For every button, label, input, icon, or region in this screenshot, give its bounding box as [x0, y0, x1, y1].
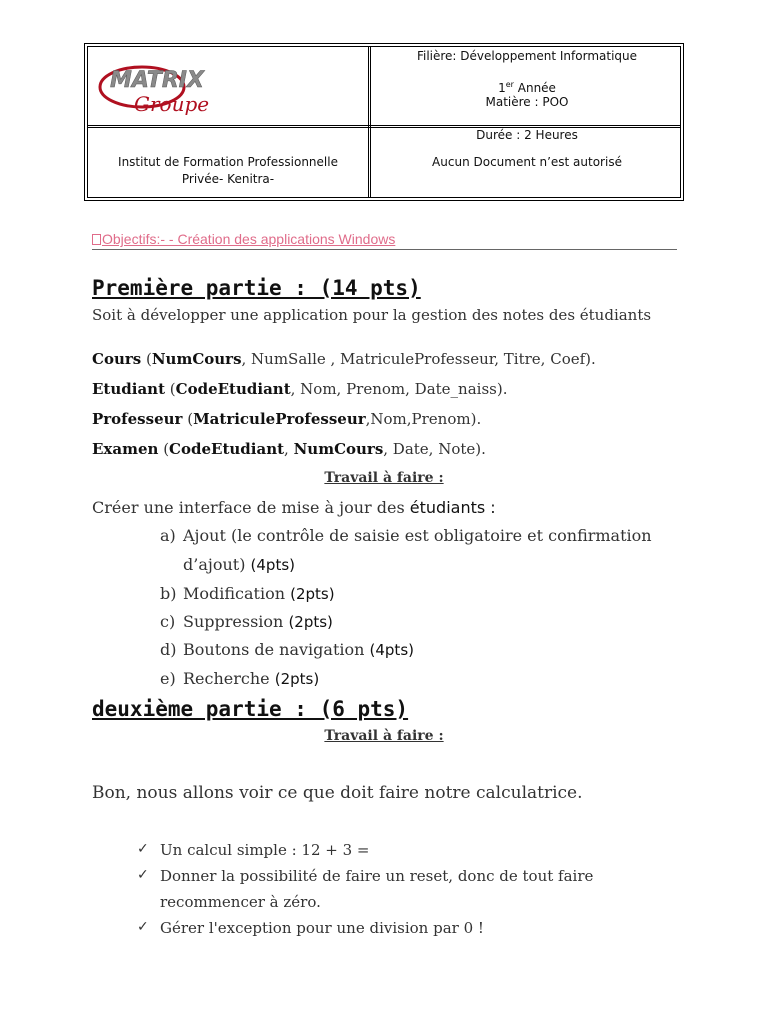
annee-text: 1er Année [498, 80, 556, 95]
part1-intro: Soit à développer une application pour la gestion des notes des étudiants [92, 306, 652, 324]
institut-line-2: Privée- Kenitra- [181, 172, 275, 186]
duree-text: Durée : 2 Heures [476, 128, 578, 142]
institut-line-1: Institut de Formation Professionnelle [118, 155, 338, 169]
checkmark-icon: ✓ [137, 919, 149, 935]
table-cours: Cours (NumCours, NumSalle , MatriculeProfesseur, Titre, Coef). [92, 350, 596, 368]
filiere-text: Filière: Développement Informatique [416, 49, 638, 63]
svg-text:MATRIX: MATRIX [110, 68, 204, 93]
header-table [84, 43, 684, 201]
part2-travail-heading: Travail à faire : [324, 728, 444, 744]
part2-intro: Bon, nous allons voir ce que doit faire notre calculatrice. [92, 783, 583, 803]
part1-title: Première partie : (14 pts) [92, 276, 421, 300]
part2-title: deuxième partie : (6 pts) [92, 697, 409, 721]
checkmark-icon: ✓ [137, 841, 149, 857]
matrix-groupe-logo-icon [96, 57, 210, 117]
matiere-text: Matière : POO [485, 95, 569, 109]
part1-task-intro: Créer une interface de mise à jour des étudiants : [92, 498, 496, 517]
table-etudiant: Etudiant (CodeEtudiant, Nom, Prenom, Date_naiss). [92, 380, 508, 398]
checkmark-icon: ✓ [137, 867, 149, 883]
header-divider-vertical [368, 47, 371, 197]
objectifs-line: Objectifs:- - Création des applications Windows [92, 231, 677, 250]
svg-text:Groupe: Groupe [134, 92, 210, 116]
missing-glyph-icon [92, 234, 101, 245]
part1-travail-heading: Travail à faire : [324, 470, 444, 486]
table-examen: Examen (CodeEtudiant, NumCours, Date, Note). [92, 440, 486, 458]
table-professeur: Professeur (MatriculeProfesseur,Nom,Prenom). [92, 410, 482, 428]
document-text: Aucun Document n’est autorisé [432, 155, 622, 169]
